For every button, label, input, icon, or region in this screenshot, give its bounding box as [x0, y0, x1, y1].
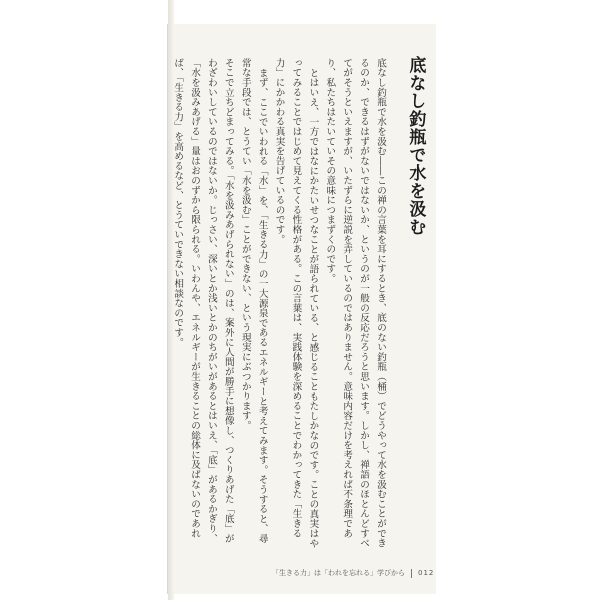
paragraph-4: そこで立ちどまってみる。「水を汲みあげられない」のは、案外に人間が勝手に想像し、つくりあげた「底」がわざわいしているのではないか。じっさい、深いとか浅いとかのちがいがあるとはいえ、「底」があるかぎり、「水を汲みあげる」量はおのずから限られる。いわんや、エネルギーが生きることの総体に及ばないのであれば、「生きる力」を高めるなど、とうていできない相談なのです。: [172, 58, 234, 544]
paragraph-3: まず、ここでいわれる「水」を、「生きる力」の一大源泉であるエネルギーと考えてみます。そうすると、尋常な手段では、とうてい「水を汲む」ことができない、という現実にぶつかります。: [239, 58, 268, 543]
page-number: 012: [418, 569, 435, 577]
paragraph-1: 底なし釣瓶で水を汲む――この禅の言葉を耳にするとき、底のない釣瓶（桶）でどうやって水を汲むことができるのか、できるはずがないではないか、というのが一般の反応だろうと思います。しかし、禅語のほとんどすべてがそうといえますが、いたずらに逆説を弄しているのではありません。意味内容だけを考えれば不条理であり、私たちはたいていその意味につまずくのです。: [324, 58, 386, 548]
footer-divider: [411, 569, 412, 578]
page-footer: [272, 568, 434, 578]
body-text: [168, 58, 388, 552]
section-title: 底なし釣瓶で水を汲む: [405, 56, 426, 236]
running-head: 「生きる力」は「われを忘れる」学びから: [272, 569, 405, 577]
paragraph-2: とはいえ、一方ではなにかたいせつなことが語られている、と感じることもたしかなのです。ことの真実はやってみることではじめて見えてくる性格がある。この言葉は、実践体験を深めることでわかってきた「生きる力」にかかわる真実を告げているのです。: [273, 58, 319, 548]
